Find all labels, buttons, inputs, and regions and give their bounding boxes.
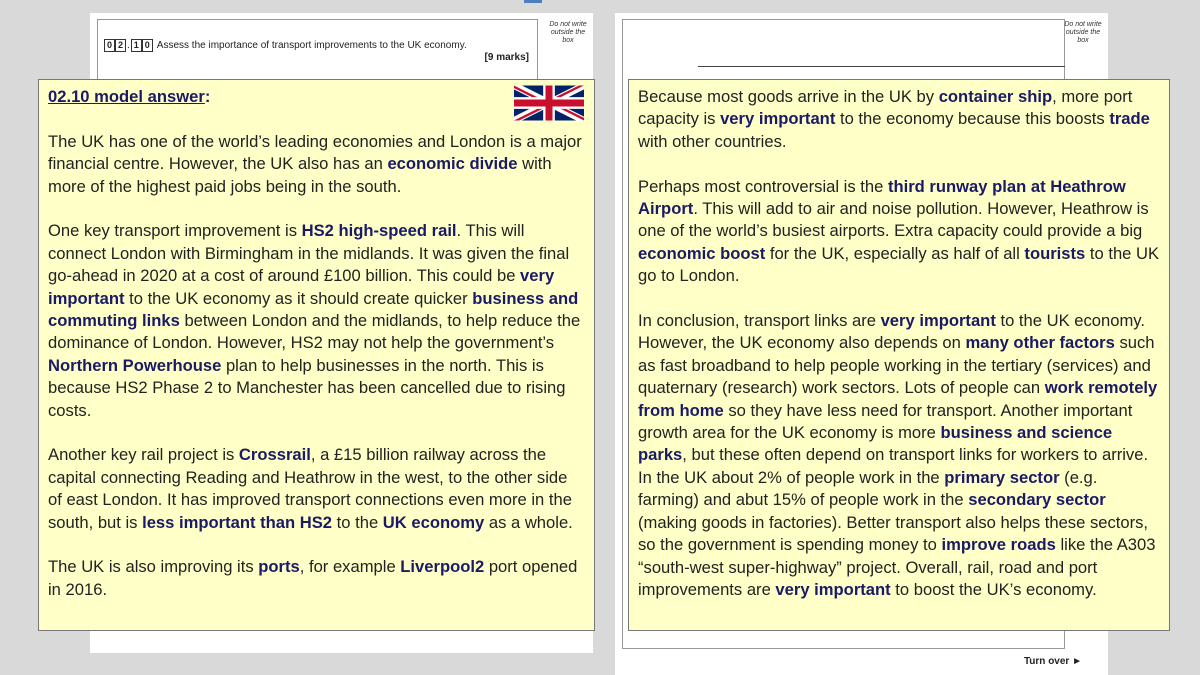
text-run: for the UK, especially as half of all (765, 243, 1025, 263)
model-answer-right (628, 79, 1170, 631)
text-run: to the UK economy as it should create quicker (124, 288, 473, 308)
key-term: third runway plan at Heathrow Airport (638, 176, 1126, 219)
text-run: , a £15 billion railway across the capital connecting Reading and Heathrow in the west, to the other side of east London. It has improved transport connections even more in the south, but is (48, 445, 572, 532)
union-jack-flag-icon (514, 85, 584, 121)
key-term: less important than HS2 (142, 512, 333, 532)
key-term: improve roads (941, 535, 1056, 555)
text-run: with more of the highest paid jobs being in the south. (48, 154, 552, 196)
key-term: container ship (938, 87, 1053, 106)
text-run: as a whole. (484, 512, 573, 532)
text-run: to the economy because this boosts (835, 109, 1110, 129)
do-not-write-note: Do not write outside the box (549, 21, 587, 44)
digit-box: 1 (131, 39, 142, 52)
model-answer-left (38, 79, 595, 631)
turn-over-label: Turn over ► (1023, 656, 1082, 667)
marks-label: [9 marks] (484, 52, 529, 63)
key-term: business and science parks (638, 423, 1113, 465)
text-run: Because most goods arrive in the UK by (638, 87, 939, 106)
digit-box: 0 (142, 39, 153, 52)
answer-paragraph (48, 444, 585, 534)
text-run: to the UK economy. However, the UK economy also depends on (638, 311, 1145, 353)
key-term: economic divide (387, 154, 518, 174)
key-term: trade (1109, 109, 1150, 129)
key-term: Northern Powerhouse (48, 355, 222, 375)
question-text: Assess the importance of transport improvements to the UK economy. (156, 40, 467, 51)
text-run: (e.g. farming) and abut 15% of people work in the (638, 467, 1098, 510)
text-run: (making goods in factories). Better transport also helps these sectors, so the government is spending money to (638, 512, 1149, 555)
key-term: HS2 high-speed rail (301, 221, 457, 241)
text-run: , but these often depend on transport links for workers to arrive. In the UK about 2% of people work in the (638, 445, 1149, 487)
text-run: such as fast broadband to help people working in the tertiary (services) and quaternary (research) work sectors. Lots of people can (638, 333, 1155, 398)
key-term: very important (48, 266, 555, 308)
key-term: economic boost (638, 243, 766, 263)
key-term: business and commuting links (48, 288, 579, 331)
text-run: to boost the UK’s economy. (890, 579, 1097, 599)
answer-paragraph (638, 310, 1160, 601)
text-run: port opened in 2016. (48, 557, 578, 599)
text-run: with other countries. (638, 131, 787, 151)
text-run: The UK is also improving its (48, 557, 259, 577)
text-run: In conclusion, transport links are (638, 311, 881, 331)
key-term: many other factors (965, 333, 1115, 353)
key-term: secondary sector (968, 490, 1106, 510)
text-run: One key transport improvement is (48, 221, 302, 241)
answer-line (698, 66, 1065, 67)
text-run: to the (332, 512, 383, 532)
key-term: very important (720, 109, 836, 129)
key-term: ports (258, 557, 300, 577)
digit-box: 2 (115, 39, 126, 52)
key-term: primary sector (944, 467, 1060, 487)
text-run: like the A303 “south-west super-highway” project. Overall, rail, road and port improvements are (638, 535, 1156, 599)
answer-paragraph (48, 131, 585, 198)
text-run: Another key rail project is (48, 445, 239, 465)
answer-title: 02.10 model answer (48, 87, 205, 106)
answer-paragraph (48, 556, 585, 601)
text-run: . This will add to air and noise pollution. However, Heathrow is one of the world’s busiest airports. Extra capacity could provide a big (638, 199, 1149, 241)
title-colon: : (204, 87, 211, 106)
key-term: work remotely from home (638, 378, 1158, 420)
key-term: Liverpool2 (400, 557, 485, 577)
key-term: very important (775, 579, 891, 599)
key-term: tourists (1024, 243, 1086, 263)
text-run: , more port capacity is (638, 87, 1133, 129)
text-run: plan to help businesses in the north. This is because HS2 Phase 2 to Manchester has been cancelled due to rising costs. (48, 355, 566, 420)
key-term: Crossrail (238, 445, 311, 465)
text-run: between London and the midlands, to help reduce the dominance of London. However, HS2 may not help the government’s (48, 311, 581, 353)
key-term: very important (880, 311, 996, 331)
text-run: so they have less need for transport. Another important growth area for the UK economy is more (638, 400, 1133, 443)
text-run: Perhaps most controversial is the (638, 176, 888, 196)
text-run: to the UK go to London. (638, 243, 1160, 286)
key-term: UK economy (382, 512, 485, 532)
answer-paragraph (638, 176, 1160, 288)
text-run: . This will connect London with Birmingham in the midlands. It was given the final go-ahead in 2020 at a cost of around £100 billion. This could be (48, 221, 570, 286)
text-run: The UK has one of the world’s leading economies and London is a major financial centre. However, the UK also has an (48, 131, 582, 174)
digit-box: 0 (104, 39, 115, 52)
text-run: , for example (299, 557, 401, 577)
top-marker (524, 0, 542, 3)
answer-paragraph (48, 220, 585, 422)
question-number: 0 2 . 1 0 Assess the importance of transport improvements to the UK economy. (104, 39, 467, 52)
answer-paragraph (638, 86, 1160, 153)
do-not-write-note: Do not write outside the box (1064, 21, 1102, 44)
